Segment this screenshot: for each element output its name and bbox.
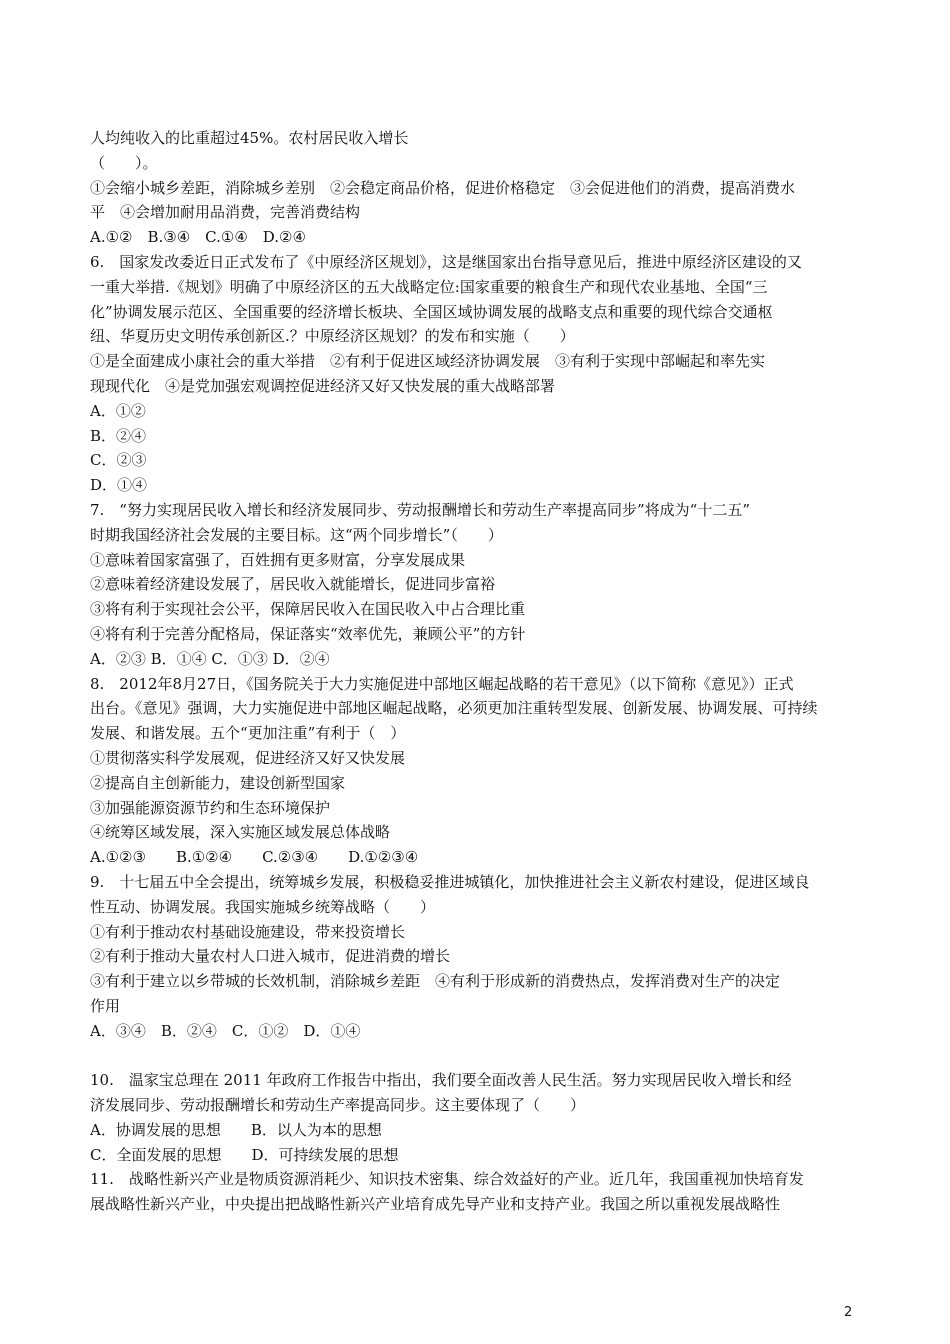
text-line: ④统筹区域发展，深入实施区域发展总体战略 — [90, 823, 391, 842]
text-line: 现现代化 ④是党加强宏观调控促进经济又好又快发展的重大战略部署 — [90, 376, 556, 395]
question-6: 6. 国家发改委近日正式发布了《中原经济区规划》，这是继国家出台指导意见后，推进中原经济区建设的又 — [90, 252, 802, 271]
question-10: 10. 温家宝总理在 2011 年政府工作报告中指出，我们要全面改善人民生活。努力实现居民收入增长和经 — [90, 1071, 792, 1090]
text-line: 发展、和谐发展。五个“更加注重”有利于（ ） — [90, 724, 406, 743]
answer-options: A.①②③ B.①②④ C.②③④ D.①②③④ — [90, 848, 419, 867]
text-line: ③有利于建立以乡带城的长效机制，消除城乡差距 ④有利于形成新的消费热点，发挥消费对生产的决定 — [90, 972, 781, 991]
answer-options: C．全面发展的思想 D．可持续发展的思想 — [90, 1145, 399, 1164]
answer-option: C．②③ — [90, 451, 147, 470]
answer-option: D．①④ — [90, 476, 148, 495]
text-line: ①贯彻落实科学发展观，促进经济又好又快发展 — [90, 748, 406, 767]
page-body — [90, 126, 870, 1217]
text-line: A.①② B.③④ C.①④ D.②④ — [90, 228, 306, 247]
text-line: ④将有利于完善分配格局，保证落实“效率优先，兼顾公平”的方针 — [90, 624, 526, 643]
text-line: 性互动、协调发展。我国实施城乡统筹战略（ ） — [90, 897, 436, 916]
text-line: 化”协调发展示范区、全国重要的经济增长板块、全国区域协调发展的战略支点和重要的现代综合交通枢 — [90, 302, 773, 321]
answer-option: A．①② — [90, 401, 146, 420]
text-line: ③将有利于实现社会公平，保障居民收入在国民收入中占合理比重 — [90, 600, 526, 619]
text-line: 时期我国经济社会发展的主要目标。这“两个同步增长”（ ） — [90, 525, 503, 544]
text-line: 平 ④会增加耐用品消费，完善消费结构 — [90, 203, 361, 222]
page-number: 2 — [844, 1305, 853, 1320]
text-line: （ ）。 — [90, 153, 158, 172]
text-line: ②提高自主创新能力，建设创新型国家 — [90, 773, 346, 792]
text-line: 作用 — [90, 996, 121, 1015]
text-line: 纽、华夏历史文明传承创新区.？中原经济区规划？的发布和实施（ ） — [90, 327, 575, 346]
text-line: 济发展同步、劳动报酬增长和劳动生产率提高同步。这主要体现了（ ） — [90, 1096, 586, 1115]
text-line: ①会缩小城乡差距，消除城乡差别 ②会稳定商品价格，促进价格稳定 ③会促进他们的消费，提高消费水 — [90, 178, 796, 197]
text-line: ①意味着国家富强了，百姓拥有更多财富，分享发展成果 — [90, 550, 466, 569]
text-line: 一重大举措.《规划》明确了中原经济区的五大战略定位:国家重要的粮食生产和现代农业基地、全国“三 — [90, 277, 768, 296]
text-line: ①有利于推动农村基础设施建设，带来投资增长 — [90, 922, 406, 941]
text-line: 人均纯收入的比重超过45%。农村居民收入增长 — [90, 129, 409, 147]
text-line: ②意味着经济建设发展了，居民收入就能增长，促进同步富裕 — [90, 575, 496, 594]
question-8: 8. 2012年8月27日，《国务院关于大力实施促进中部地区崛起战略的若干意见》（以下简称《意见》）正式 — [90, 674, 794, 693]
text-line: ②有利于推动大量农村人口进入城市，促进消费的增长 — [90, 947, 451, 966]
question-9: 9. 十七届五中全会提出，统筹城乡发展，积极稳妥推进城镇化，加快推进社会主义新农村建设，促进区域良 — [90, 872, 810, 891]
answer-options: A．协调发展的思想 B．以人为本的思想 — [90, 1120, 382, 1139]
answer-option: B．②④ — [90, 426, 147, 445]
answer-options: A．②③ B．①④ C．①③ D．②④ — [90, 649, 330, 668]
text-line: ①是全面建成小康社会的重大举措 ②有利于促进区域经济协调发展 ③有利于实现中部崛起和率先实 — [90, 352, 766, 371]
question-11: 11. 战略性新兴产业是物质资源消耗少、知识技术密集、综合效益好的产业。近几年，我国重视加快培育发 — [90, 1170, 804, 1189]
text-line: 展战略性新兴产业，中央提出把战略性新兴产业培育成先导产业和支持产业。我国之所以重视发展战略性 — [90, 1195, 781, 1214]
text-line: ③加强能源资源节约和生态环境保护 — [90, 798, 331, 817]
text-line: 出台。《意见》强调，大力实施促进中部地区崛起战略，必须更加注重转型发展、创新发展、协调发展、可持续 — [90, 699, 818, 718]
question-7: 7. “努力实现居民收入增长和经济发展同步、劳动报酬增长和劳动生产率提高同步”将成为“十二五” — [90, 500, 750, 519]
blank-line — [90, 1043, 870, 1068]
answer-options: A．③④ B．②④ C．①② D．①④ — [90, 1021, 361, 1040]
